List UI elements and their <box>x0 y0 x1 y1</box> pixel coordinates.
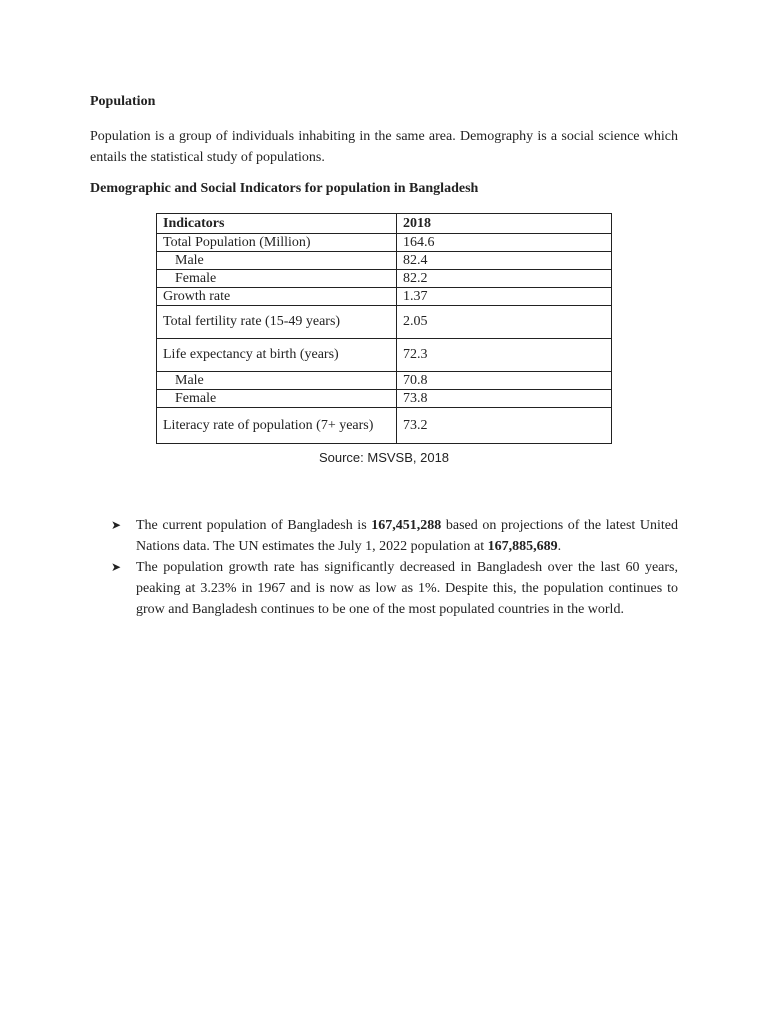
intro-paragraph: Population is a group of individuals inhabiting in the same area. Demography is a social science which entails the statistical study of populations. <box>90 129 678 165</box>
row-value: 73.2 <box>397 408 612 444</box>
table-row <box>157 339 612 372</box>
arrow-bullet-icon: ➤ <box>111 560 122 574</box>
row-value: 1.37 <box>397 288 612 306</box>
row-value: 72.3 <box>397 339 612 372</box>
row-label: Literacy rate of population (7+ years) <box>157 408 397 444</box>
row-value: 70.8 <box>397 372 612 390</box>
header-year: 2018 <box>397 214 612 234</box>
row-label: Female <box>157 390 397 408</box>
population-2021-value: 167,451,288 <box>371 518 442 533</box>
table-title: Demographic and Social Indicators for population in Bangladesh <box>90 181 479 196</box>
row-value: 82.4 <box>397 252 612 270</box>
bullet-text: . <box>557 539 562 554</box>
table-row <box>157 288 612 306</box>
table-row <box>157 408 612 444</box>
list-item <box>108 515 678 557</box>
table-row <box>157 234 612 252</box>
table-row <box>157 372 612 390</box>
header-indicators: Indicators <box>157 214 397 234</box>
population-2022-value: 167,885,689 <box>487 539 558 554</box>
row-value: 2.05 <box>397 306 612 339</box>
row-value: 164.6 <box>397 234 612 252</box>
bullet-text: The population growth rate has significantly decreased in Bangladesh over the last 60 years, peaking at 3.23% in 1967 and is now as low as 1%. Despite this, the population continues to grow and Bangladesh continues to be one of the most populated countries in the world. <box>136 560 678 617</box>
table-row <box>157 306 612 339</box>
table-header-row <box>157 214 612 234</box>
bullet-text: The current population of Bangladesh is <box>136 518 372 533</box>
table-row <box>157 390 612 408</box>
row-label: Growth rate <box>157 288 397 306</box>
row-label: Male <box>157 252 397 270</box>
table-row <box>157 252 612 270</box>
bullet-text: based on projections of the latest United Nations data. The UN estimates the July 1, 2022 population at <box>136 518 678 554</box>
row-label: Female <box>157 270 397 288</box>
arrow-bullet-icon: ➤ <box>111 518 122 532</box>
table-row <box>157 270 612 288</box>
row-label: Total fertility rate (15-49 years) <box>157 306 397 339</box>
section-heading: Population <box>90 94 156 109</box>
row-label: Total Population (Million) <box>157 234 397 252</box>
table-source: Source: MSVSB, 2018 <box>318 450 450 465</box>
list-item <box>108 557 678 620</box>
row-value: 82.2 <box>397 270 612 288</box>
row-label: Life expectancy at birth (years) <box>157 339 397 372</box>
row-label: Male <box>157 372 397 390</box>
row-value: 73.8 <box>397 390 612 408</box>
indicators-table <box>156 213 612 444</box>
bullet-list <box>108 515 678 620</box>
